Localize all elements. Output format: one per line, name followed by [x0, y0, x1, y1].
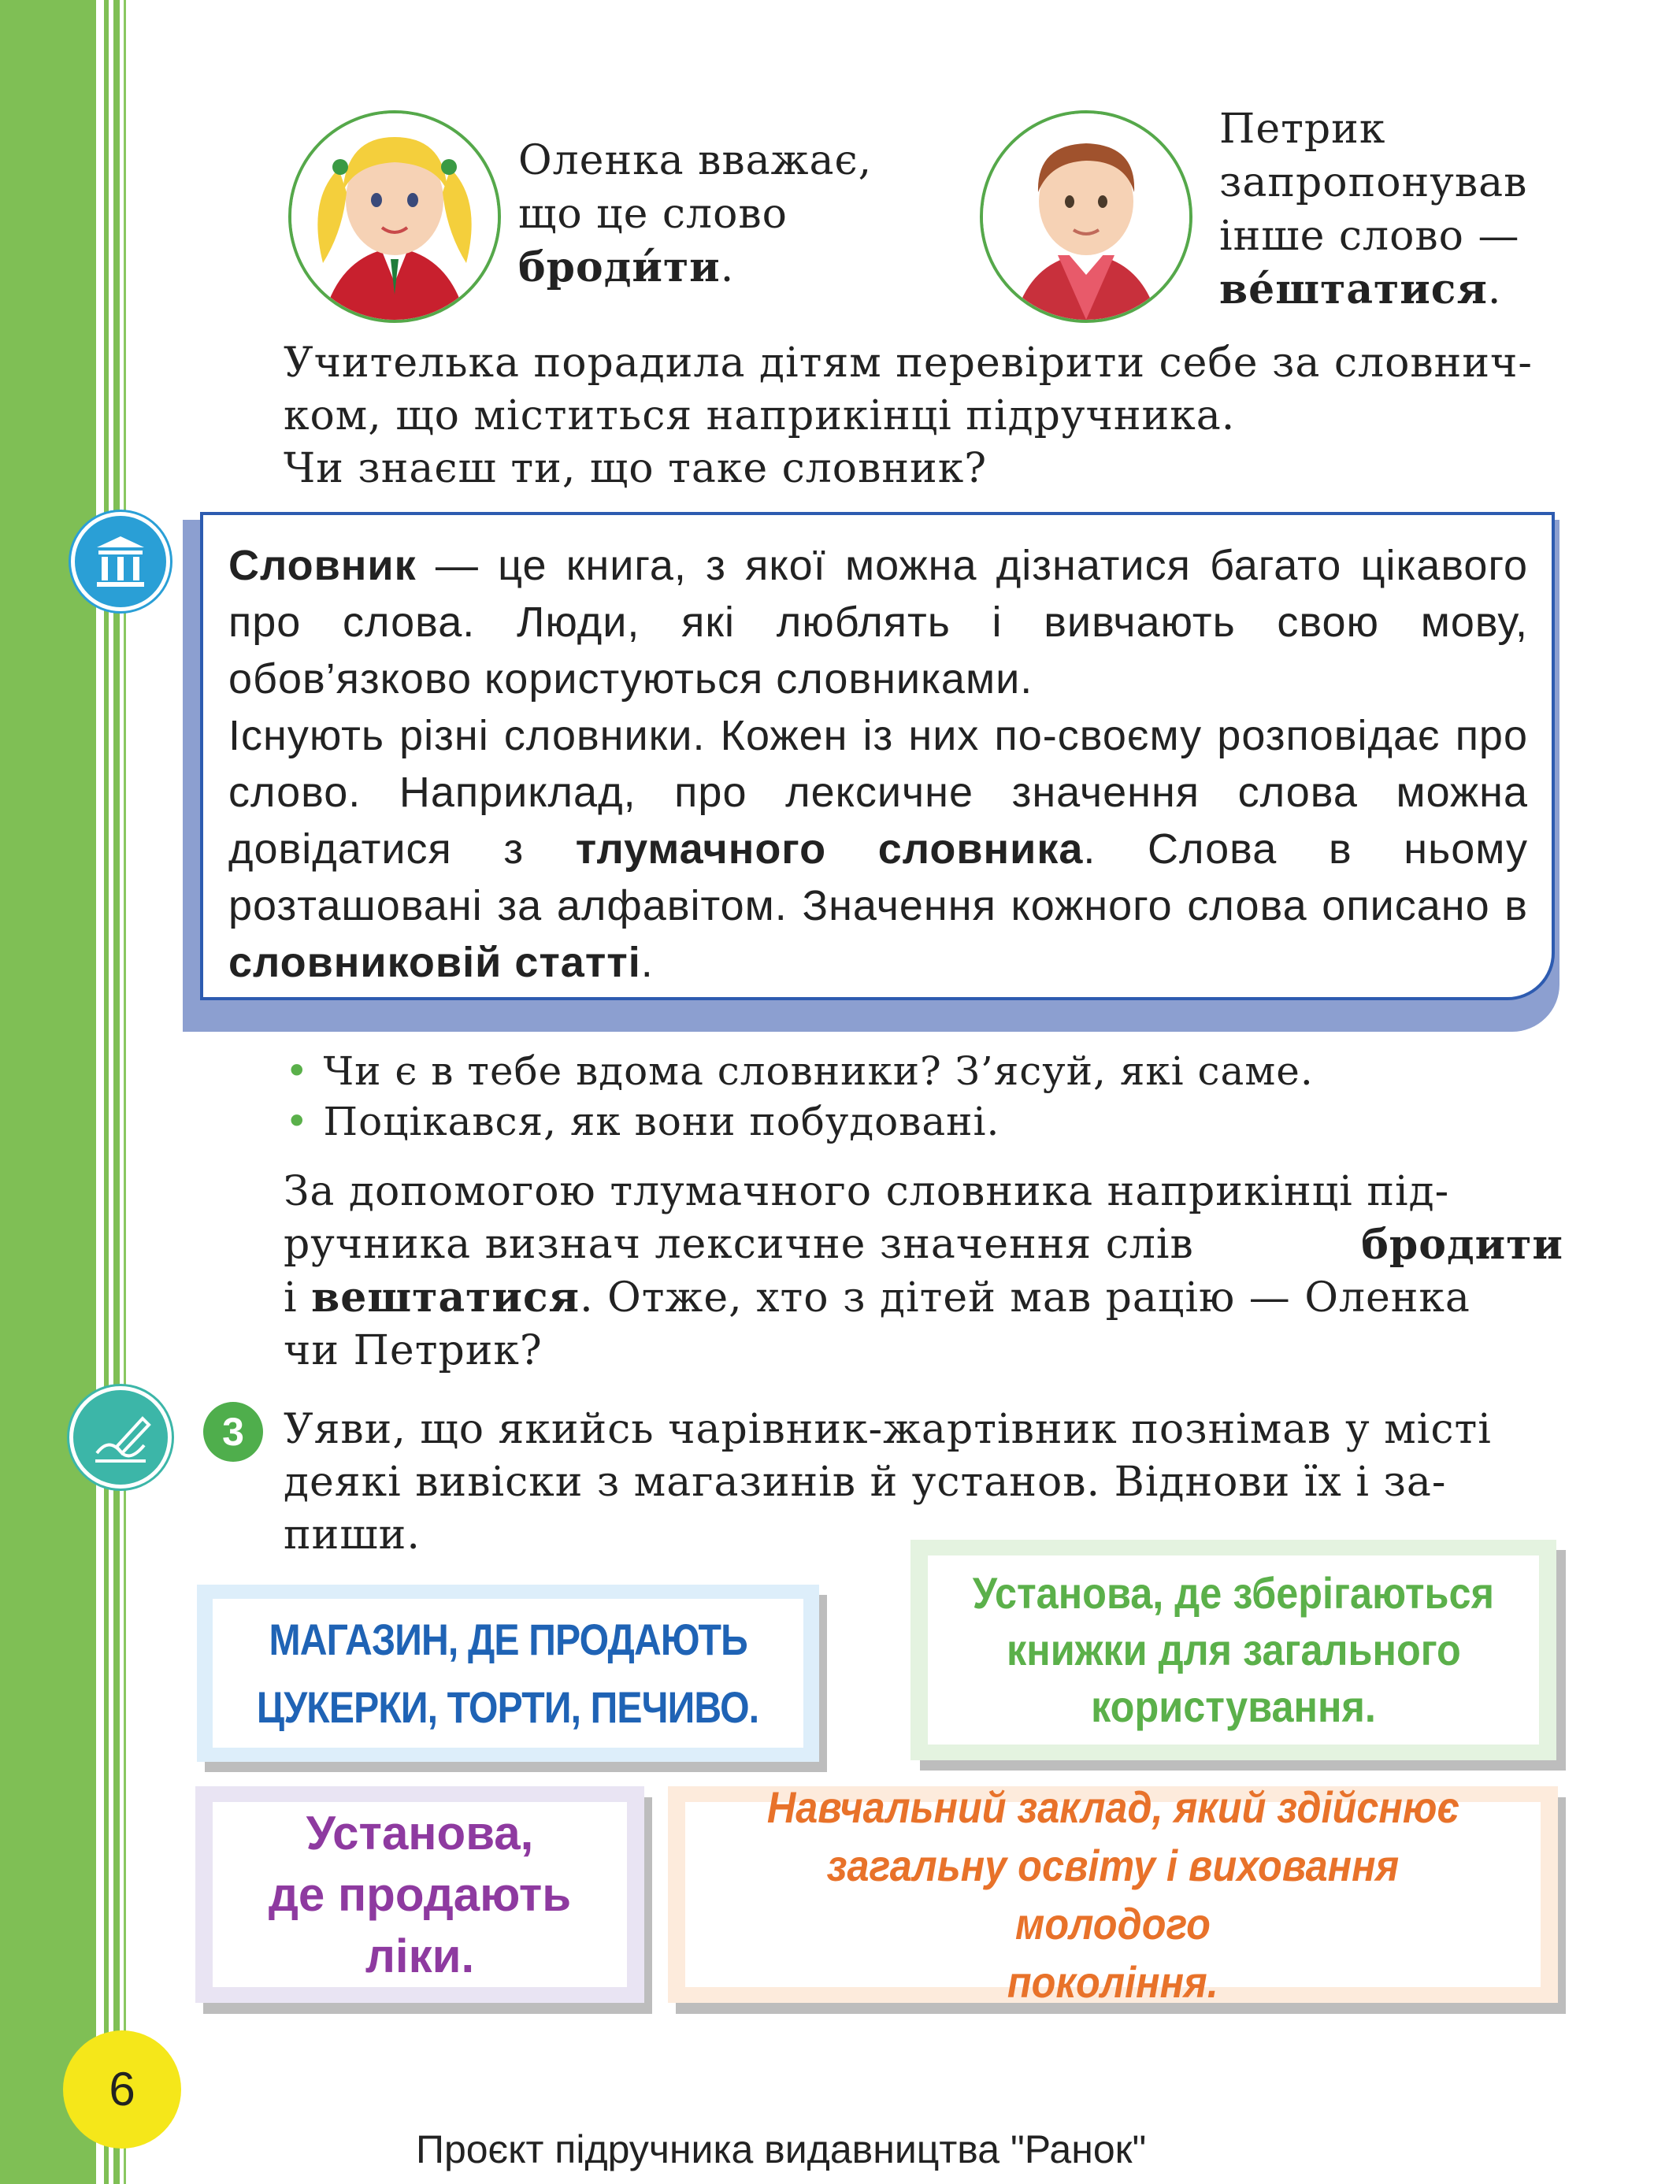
- punctuation: .: [1487, 266, 1502, 313]
- girl-illustration-icon: [291, 113, 498, 320]
- olenka-line: що це слово: [518, 191, 788, 238]
- rule-paragraph-2: [228, 707, 1528, 991]
- school-sign: [668, 1782, 1558, 2007]
- olenka-speech: [518, 134, 872, 295]
- margin-stripe: [98, 0, 104, 2184]
- page-number: 6: [63, 2030, 181, 2149]
- sign-panel: [213, 1802, 627, 1987]
- sign-line: книжки для загального: [1006, 1625, 1461, 1674]
- task-paragraph: [284, 1166, 1563, 1378]
- olenka-line: Оленка вважає,: [518, 137, 873, 184]
- task-number-badge: 3: [203, 1402, 263, 1462]
- pharmacy-sign: [195, 1786, 644, 2003]
- library-icon: [71, 512, 170, 611]
- task-bold-word: бродити: [1361, 1221, 1563, 1269]
- bullet-dot: •: [285, 1099, 310, 1144]
- rule-text-span: .: [640, 939, 654, 986]
- left-margin-band: [0, 0, 96, 2184]
- margin-stripe: [124, 0, 126, 2184]
- sign-line: користування.: [1091, 1682, 1376, 1731]
- rule-text-span: . Слова в ньому розташовані за алфавітом. Значення кожного слова описано в: [228, 825, 1528, 929]
- sign-panel: [928, 1555, 1539, 1745]
- sign-line: Навчальний заклад, який здійснює: [766, 1782, 1459, 1832]
- bullet-text: Поцікався, як вони побудовані.: [323, 1099, 1000, 1144]
- sign-panel: [213, 1599, 803, 1748]
- petryk-line: запропонував: [1219, 159, 1528, 206]
- margin-stripe: [113, 0, 120, 2184]
- intro-paragraph: [284, 337, 1559, 495]
- task-line: чи Петрик?: [284, 1327, 543, 1374]
- intro-line: Учителька порадила дітям перевірити себе за словнич-: [284, 339, 1533, 387]
- task-line: [284, 1218, 1563, 1271]
- task3-line: пиши.: [284, 1511, 421, 1559]
- rule-bold-term: тлумачного словника: [575, 825, 1084, 873]
- bullet-item: [285, 1046, 1314, 1096]
- sign-line: ліки.: [365, 1929, 475, 1982]
- bullet-item: [285, 1096, 999, 1147]
- bullet-text: Чи є в тебе вдома словники? З’ясуй, які саме.: [323, 1048, 1314, 1094]
- sign-line: МАГАЗИН, ДЕ ПРОДАЮТЬ: [269, 1614, 747, 1664]
- intro-line: Чи знаєш ти, що таке словник?: [284, 445, 988, 492]
- olenka-avatar: [288, 110, 501, 323]
- rule-bold-term: словниковій статті: [228, 939, 641, 986]
- library-sign: [910, 1540, 1556, 1760]
- candy-shop-sign: [197, 1585, 819, 1762]
- petryk-avatar: [980, 110, 1192, 323]
- sign-line: Установа,: [306, 1806, 534, 1860]
- intro-line: ком, що міститься наприкінці підручника.: [284, 392, 1236, 439]
- boy-illustration-icon: [983, 113, 1189, 320]
- task-line-text: і: [284, 1274, 312, 1322]
- petryk-line: інше слово —: [1219, 213, 1520, 260]
- sign-line: де продають: [268, 1867, 572, 1921]
- writing-icon: [69, 1386, 172, 1489]
- sign-line: покоління.: [1007, 1956, 1218, 2007]
- rule-text: [228, 537, 1528, 991]
- rule-text-span: Існують різні словники. Кожен із них по-своєму розповідає про слово. Наприклад, про лексичне значення слова можна довідатися з: [228, 712, 1528, 873]
- rule-term: Словник: [228, 542, 417, 589]
- task-line-text: ручника визнач лексичне значення слів: [284, 1221, 1194, 1268]
- rule-definition: — це книга, з якої можна дізнатися багато цікавого про слова. Люди, які люблять і вивчають свою мову, обов’язково користуються словниками.: [228, 542, 1528, 703]
- sign-line: ЦУКЕРКИ, ТОРТИ, ПЕЧИВО.: [257, 1682, 759, 1732]
- task-line: [284, 1271, 1563, 1325]
- bullet-dot: •: [285, 1048, 310, 1094]
- task-bold-word: вештатися: [311, 1274, 580, 1322]
- sign-line: Установа, де зберігаються: [972, 1568, 1495, 1618]
- task-line-text: . Отже, хто з дітей мав рацію — Оленка: [580, 1274, 1470, 1322]
- petryk-line: Петрик: [1219, 106, 1386, 153]
- petryk-word-line: [1219, 263, 1527, 317]
- olenka-word: броди́ти: [518, 243, 721, 291]
- task3-line: Уяви, що якийсь чарівник-жартівник познімав у місті: [284, 1406, 1492, 1453]
- rule-paragraph-1: [228, 537, 1528, 707]
- building-columns-icon: [75, 516, 166, 607]
- sign-panel: [685, 1782, 1541, 2007]
- olenka-word-line: [518, 241, 872, 295]
- petryk-word: ве́штатися: [1219, 265, 1488, 313]
- punctuation: .: [720, 244, 735, 291]
- sign-line: загальну освіту і виховання молодого: [826, 1840, 1400, 1949]
- footer-publisher: Проєкт підручника видавництва "Ранок": [416, 2127, 1147, 2171]
- pen-writing-icon: [73, 1390, 168, 1485]
- task-line: За допомогою тлумачного словника наприкінці під-: [284, 1168, 1450, 1215]
- petryk-speech: [1219, 102, 1527, 317]
- task3-text: [284, 1403, 1563, 1562]
- task3-line: деякі вивіски з магазинів й установ. Віднови їх і за-: [284, 1459, 1447, 1506]
